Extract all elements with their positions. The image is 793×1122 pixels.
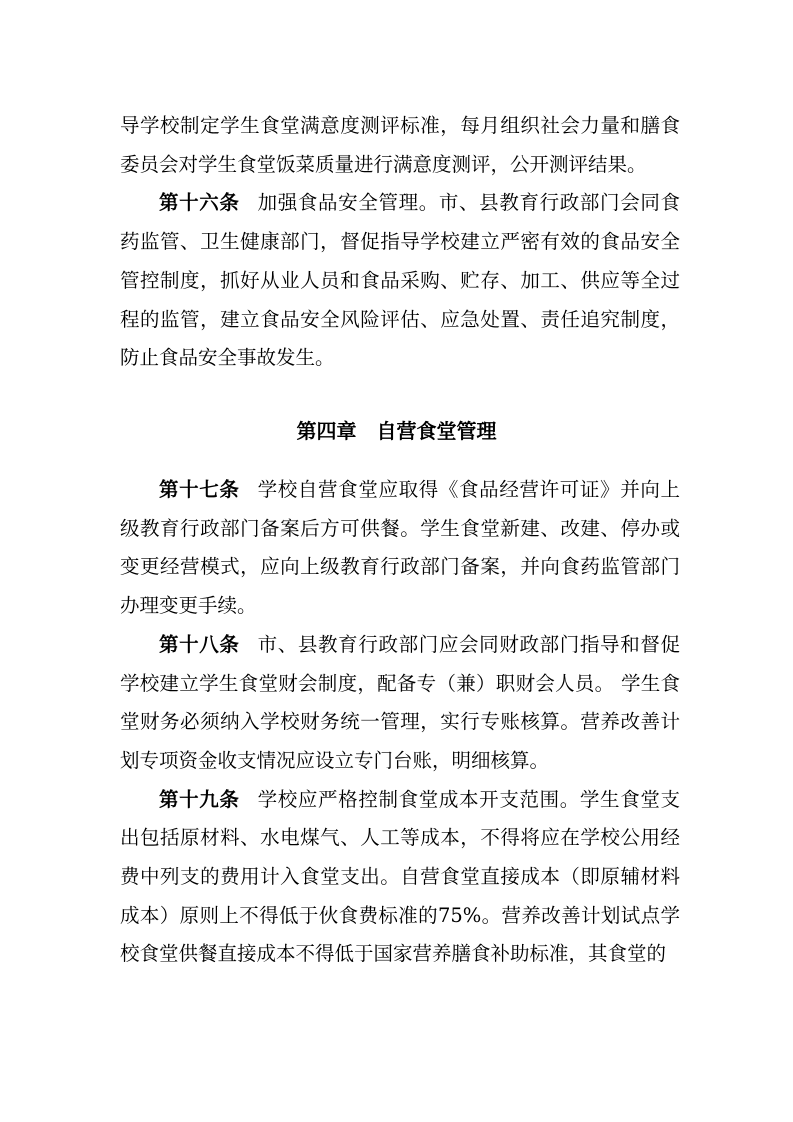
article-19-number: 第十九条 (159, 787, 240, 811)
block-bottom (120, 471, 680, 974)
article-18-number: 第十八条 (159, 632, 240, 656)
chapter-title: 自营食堂管理 (376, 419, 497, 443)
article-19-text: 学校应严格控制食堂成本开支范围。学生食堂支出包括原材料、水电煤气、人工等成本，不得将应在学校公用经费中列支的费用计入食堂支出。自营食堂直接成本（即原辅材料成本）原则上不得低于伙食费标准的75%。营养改善计划试点学校食堂供餐直接成本不得低于国家营养膳食补助标准，其食堂的 (120, 787, 680, 966)
article-16-number: 第十六条 (159, 191, 240, 215)
block-top (120, 107, 680, 378)
article-18-paragraph (120, 626, 680, 781)
chapter-number: 第四章 (296, 419, 357, 443)
article-17-text: 学校自营食堂应取得《食品经营许可证》并向上级教育行政部门备案后方可供餐。学生食堂新建、改建、停办或变更经营模式，应向上级教育行政部门备案，并向食药监管部门办理变更手续。 (120, 478, 680, 618)
article-16-paragraph (120, 184, 680, 378)
continuation-paragraph: 导学校制定学生食堂满意度测评标准，每月组织社会力量和膳食委员会对学生食堂饭菜质量进行满意度测评，公开测评结果。 (120, 114, 680, 176)
article-16-text: 加强食品安全管理。市、县教育行政部门会同食药监管、卫生健康部门，督促指导学校建立严密有效的食品安全管控制度，抓好从业人员和食品采购、贮存、加工、供应等全过程的监管，建立食品安全风险评估、应急处置、责任追究制度，防止食品安全事故发生。 (120, 191, 680, 370)
article-18-text: 市、县教育行政部门应会同财政部门指导和督促学校建立学生食堂财会制度，配备专（兼）职财会人员。 学生食堂财务必须纳入学校财务统一管理，实行专账核算。营养改善计划专项资金收支情况应设立专门台账，明细核算。 (120, 632, 680, 772)
chapter-heading (0, 412, 793, 450)
article-17-paragraph (120, 471, 680, 626)
article-19-paragraph (120, 781, 680, 975)
article-17-number: 第十七条 (159, 478, 240, 501)
